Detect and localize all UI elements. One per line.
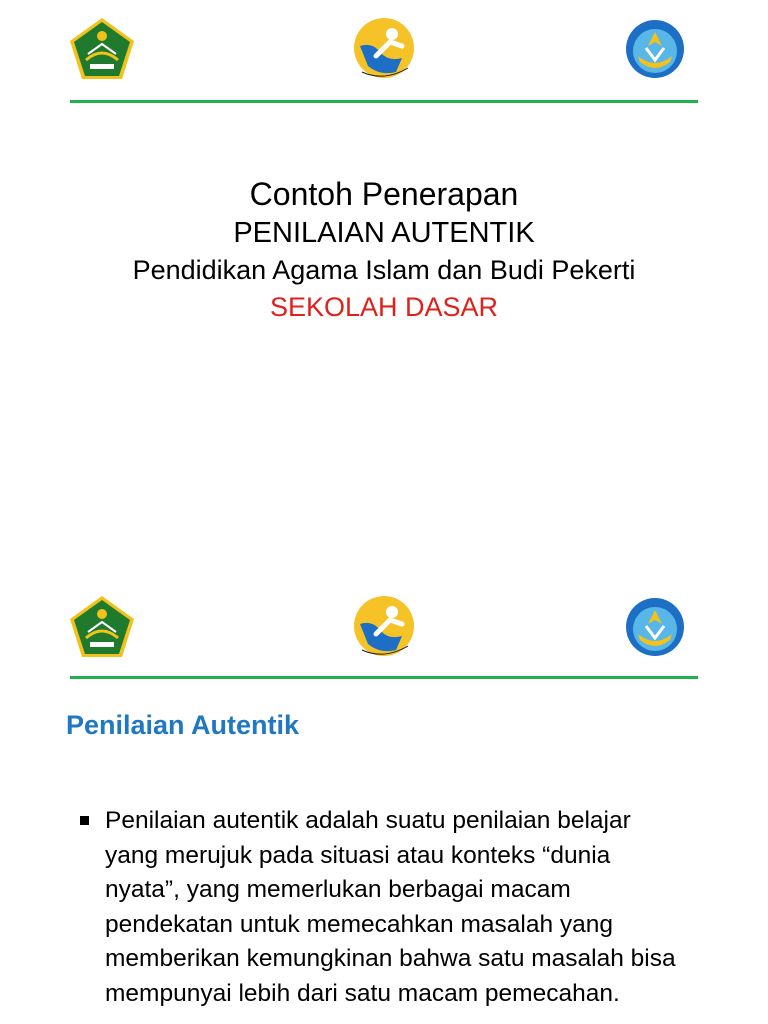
title-line-2: PENILAIAN AUTENTIK [233,217,535,249]
bullet-square-icon [80,816,89,825]
kemenag-logo-icon [68,594,136,660]
tut-wuri-handayani-logo-icon [624,594,686,660]
title-line-1: Contoh Penerapan [249,176,519,212]
green-divider [70,676,698,679]
bullet-line: mempunyai lebih dari satu macam pemecahan. [105,979,620,1007]
bullet-line: memberikan kemungkinan bahwa satu masalah bisa [105,945,676,972]
bullet-line: yang merujuk pada situasi atau konteks “dunia [105,841,611,869]
tut-wuri-handayani-logo-icon [624,16,686,82]
bullet-line: Penilaian autentik adalah suatu penilaian belajar [105,807,631,834]
list-item [78,804,754,1011]
green-divider [70,100,698,103]
school-level: SEKOLAH DASAR [269,292,499,322]
kurikulum-2013-logo-icon [350,594,418,662]
subtitle: Pendidikan Agama Islam dan Budi Pekerti [132,255,636,285]
section-heading: Penilaian Autentik [66,710,300,740]
title-block [0,174,768,326]
bullet-line: nyata”, yang memerlukan berbagai macam [105,876,571,903]
bullet-list [78,804,754,1011]
bullet-line: pendekatan untuk memecahkan masalah yang [105,910,614,938]
kurikulum-2013-logo-icon [350,16,418,84]
slide-2 [0,576,768,1024]
kemenag-logo-icon [68,16,136,82]
